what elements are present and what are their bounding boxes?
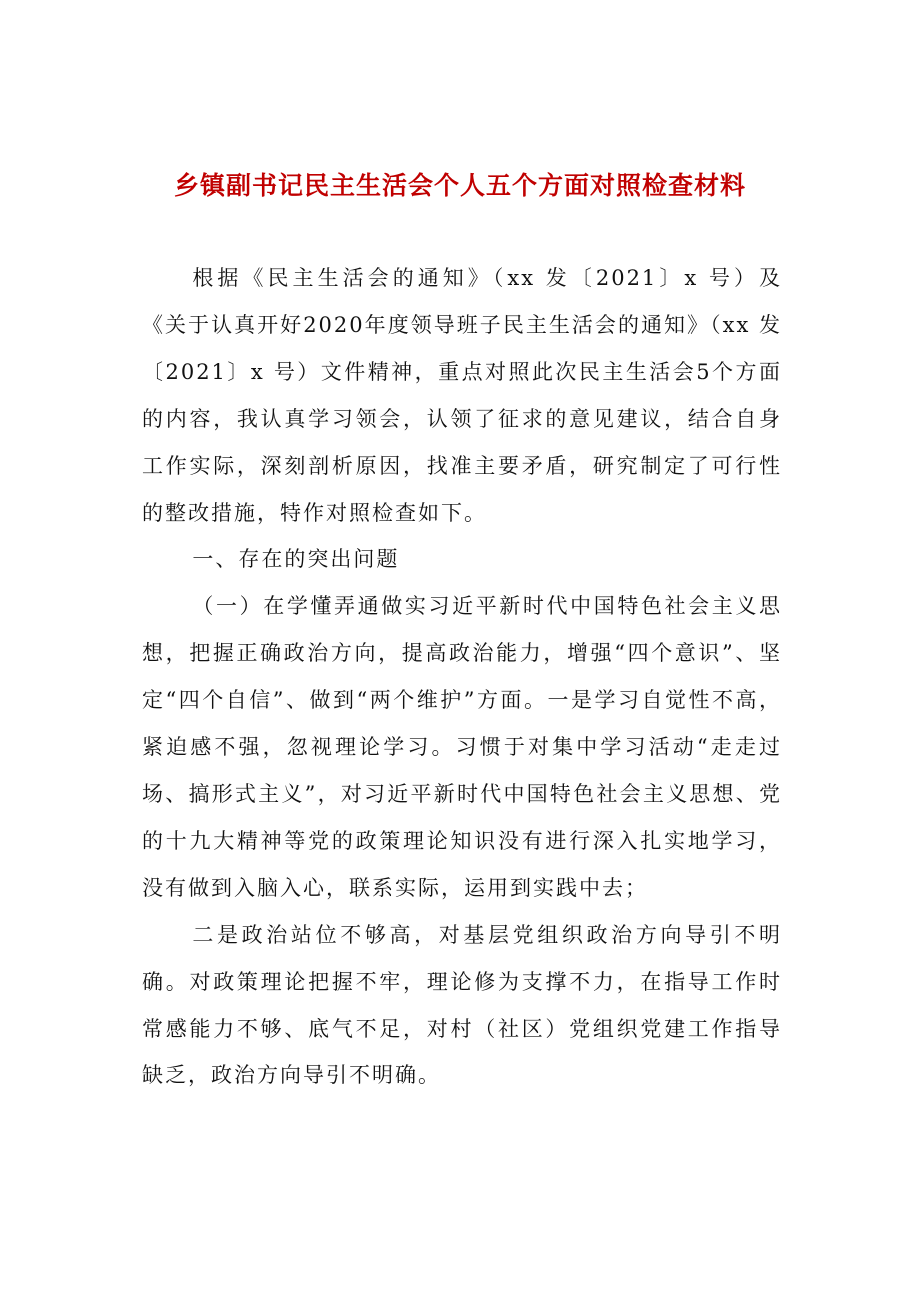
paragraph-item-1: （一）在学懂弄通做实习近平新时代中国特色社会主义思想，把握正确政治方向，提高政治能力，增强“四个意识”、坚定“四个自信”、做到“两个维护”方面。一是学习自觉性不高，紧迫感不强，忽视理论学习。习惯于对集中学习活动“走走过场、搞形式主义”，对习近平新时代中国特色社会主义思想、党的十九大精神等党的政策理论知识没有进行深入扎实地学习，没有做到入脑入心，联系实际，运用到实践中去； <box>142 594 782 900</box>
document-body <box>142 255 782 1099</box>
paragraph-item-2: 二是政治站位不够高，对基层党组织政治方向导引不明确。对政策理论把握不牢，理论修为支撑不力，在指导工作时常感能力不够、底气不足，对村（社区）党组织党建工作指导缺乏，政治方向导引不明确。 <box>142 922 782 1088</box>
section-heading: 一、存在的突出问题 <box>192 547 400 572</box>
document-title: 乡镇副书记民主生活会个人五个方面对照检查材料 <box>173 171 746 200</box>
paragraph-intro: 根据《民主生活会的通知》（xx 发〔2021〕x 号）及《关于认真开好2020年度领导班子民主生活会的通知》（xx 发〔2021〕x 号）文件精神，重点对照此次民主生活会5个方面的内容，我认真学习领会，认领了征求的意见建议，结合自身工作实际，深刻剖析原因，找准主要矛盾，研究制定了可行性的整改措施，特作对照检查如下。 <box>142 266 782 525</box>
